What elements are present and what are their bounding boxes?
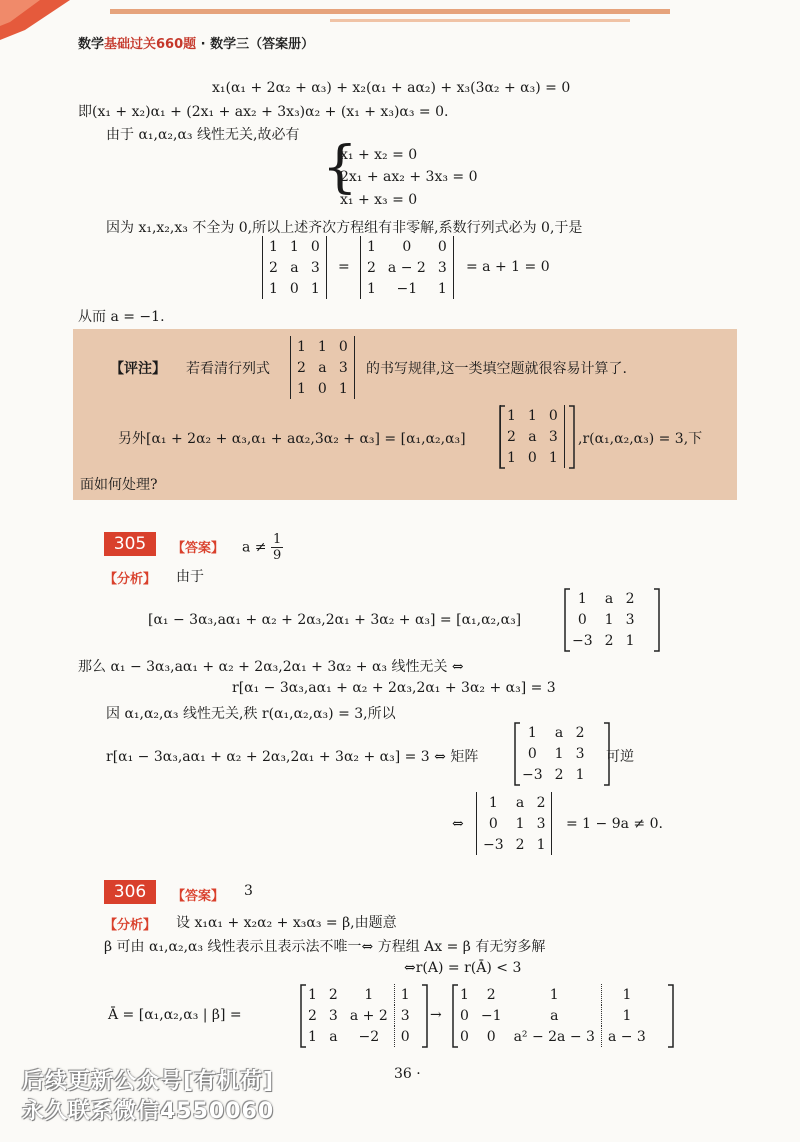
equation: [α₁ − 3α₃,aα₁ + α₂ + 2α₃,2α₁ + 3α₂ + α₃] = [α₁,α₂,α₃] [148, 612, 522, 628]
system-brace: { [322, 135, 358, 200]
matrix-brackets [300, 984, 428, 1048]
coefficient-matrix: 1 a 2 0 1 3 −3 2 1 [572, 590, 635, 649]
equation: Ā = [α₁,α₂,α₃ | β] = [108, 1007, 242, 1023]
comment-text: 另外[α₁ + 2α₂ + α₃,α₁ + aα₂,3α₂ + α₃] = [α₁,α₂,α₃] [118, 431, 466, 447]
equation-2: 即(x₁ + x₂)α₁ + (2x₁ + ax₂ + 3x₃)α₂ + (x₁ + x₃)α₃ = 0. [78, 104, 449, 120]
system-eq-2: 2x₁ + ax₂ + 3x₃ = 0 [340, 169, 478, 185]
matrix-brackets [499, 405, 575, 469]
book-title: 数学基础过关660题 · 数学三（答案册） [78, 37, 315, 52]
comment-text: 的书写规律,这一类填空题就很容易计算了. [366, 361, 627, 377]
text-line: 因 α₁,α₂,α₃ 线性无关,秩 r(α₁,α₂,α₃) = 3,所以 [106, 706, 396, 722]
header-decoration-icon [0, 0, 90, 40]
question-number: 305 [104, 532, 156, 556]
iff-symbol: ⇔ [452, 816, 464, 832]
conclusion: 从而 a = −1. [78, 309, 165, 325]
text-line: 由于 [176, 569, 204, 585]
analysis-tag: 【分析】 [104, 918, 157, 933]
determinant-2: 1 0 0 2 a − 2 3 1 −1 1 [360, 236, 454, 299]
answer-value: a ≠ $\frac{1}{9}$ [242, 532, 282, 563]
reduced-matrix: 1 2 1 1 0 −1 a 1 0 0 a² − 2a − 3 a − 3 [454, 984, 652, 1047]
equals-sign: = [338, 259, 350, 275]
system-eq-3: x₁ + x₃ = 0 [340, 192, 418, 208]
determinant-result: = 1 − 9a ≠ 0. [566, 816, 663, 832]
comment-matrix: 1 1 0 2 a 3 1 0 1 [500, 405, 565, 468]
watermark-line-1: 后续更新公众号[有机荷] [22, 1069, 275, 1094]
matrix-brackets [452, 984, 674, 1048]
question-number: 306 [104, 880, 156, 904]
page-number: 36 · [394, 1066, 421, 1082]
coefficient-matrix: 1 a 2 0 1 3 −3 2 1 [522, 724, 585, 783]
comment-text: 若看清行列式 [186, 361, 270, 377]
text-line: 那么 α₁ − 3α₃,aα₁ + α₂ + 2α₃,2α₁ + 3α₂ + α₃ 线性无关 ⇔ [78, 659, 464, 675]
equation: r[α₁ − 3α₃,aα₁ + α₂ + 2α₃,2α₁ + 3α₂ + α₃] = 3 ⇔ 矩阵 [106, 749, 479, 765]
comment-tag: 【评注】 [110, 361, 166, 377]
comment-box [73, 329, 737, 500]
equation: r[α₁ − 3α₃,aα₁ + α₂ + 2α₃,2α₁ + 3α₂ + α₃] = 3 [232, 680, 556, 696]
row-reduce-arrow: → [430, 1007, 442, 1023]
text-line: 设 x₁α₁ + x₂α₂ + x₃α₃ = β,由题意 [176, 915, 397, 931]
answer-tag: 【答案】 [172, 541, 225, 556]
comment-determinant: 1 1 0 2 a 3 1 0 1 [290, 336, 355, 399]
comment-text: ,r(α₁,α₂,α₃) = 3,下 [578, 431, 703, 447]
matrix-brackets [514, 722, 610, 786]
equation: ⇔r(A) = r(Ā) < 3 [404, 960, 522, 976]
augmented-matrix: 1 2 1 1 2 3 a + 2 3 1 a −2 0 [302, 984, 416, 1047]
watermark-line-2: 永久联系微信4550060 [22, 1099, 275, 1124]
matrix-brackets [564, 588, 660, 652]
text-line: β 可由 α₁,α₂,α₃ 线性表示且表示法不唯一⇔ 方程组 Ax = β 有无穷多解 [104, 939, 546, 955]
determinant-1: 1 1 0 2 a 3 1 0 1 [262, 236, 327, 299]
system-eq-1: x₁ + x₂ = 0 [340, 147, 418, 163]
header-rule-secondary [330, 19, 630, 22]
text-line: 因为 x₁,x₂,x₃ 不全为 0,所以上述齐次方程组有非零解,系数行列式必为 0,于是 [106, 220, 583, 236]
analysis-tag: 【分析】 [104, 572, 157, 587]
comment-text: 面如何处理? [80, 477, 158, 493]
answer-value: 3 [244, 883, 253, 899]
equation-1: x₁(α₁ + 2α₂ + α₃) + x₂(α₁ + aα₂) + x₃(3α₂ + α₃) = 0 [212, 80, 571, 96]
answer-tag: 【答案】 [172, 889, 225, 904]
text-line: 由于 α₁,α₂,α₃ 线性无关,故必有 [106, 127, 300, 143]
coefficient-determinant: 1 a 2 0 1 3 −3 2 1 [476, 792, 552, 855]
header-rule [110, 9, 670, 14]
determinant-result: = a + 1 = 0 [466, 259, 550, 275]
text-line: 可逆 [606, 749, 634, 765]
